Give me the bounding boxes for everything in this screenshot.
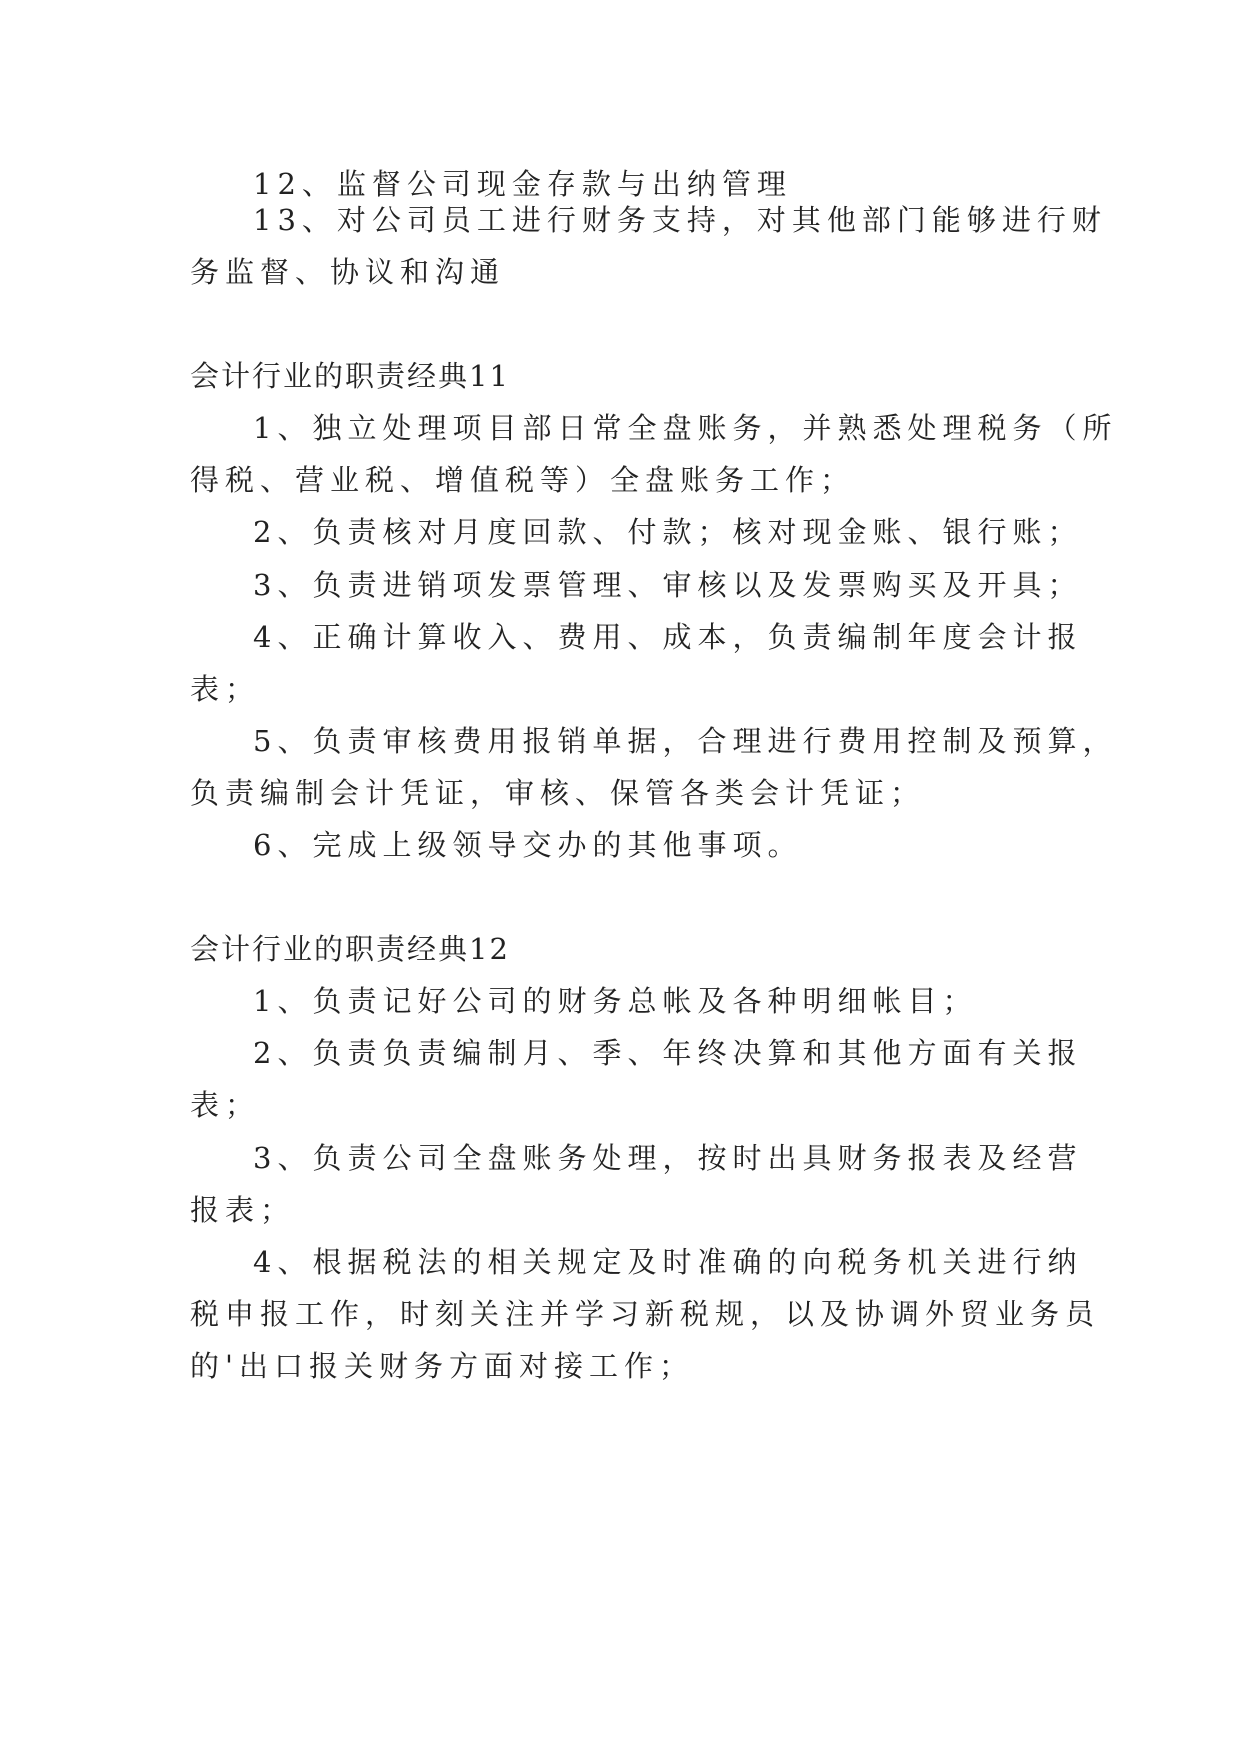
- list-item-line: 1、独立处理项目部日常全盘账务，并熟悉处理税务（所: [253, 411, 1118, 445]
- list-item-line: 的'出口报关财务方面对接工作；: [190, 1349, 694, 1383]
- list-item-line: 3、负责公司全盘账务处理，按时出具财务报表及经营: [253, 1141, 1083, 1175]
- list-item-line: 3、负责进销项发票管理、审核以及发票购买及开具；: [253, 568, 1083, 602]
- list-item-line: 12、监督公司现金存款与出纳管理: [253, 167, 792, 201]
- list-item-line: 负责编制会计凭证，审核、保管各类会计凭证；: [190, 776, 926, 810]
- list-item-line: 4、正确计算收入、费用、成本，负责编制年度会计报: [253, 620, 1083, 654]
- list-item-line: 2、负责核对月度回款、付款；核对现金账、银行账；: [253, 515, 1083, 549]
- list-item-line: 5、负责审核费用报销单据，合理进行费用控制及预算，: [253, 724, 1118, 758]
- list-item-line: 表；: [190, 1088, 261, 1122]
- list-item-line: 表；: [190, 672, 261, 706]
- list-item-line: 4、根据税法的相关规定及时准确的向税务机关进行纳: [253, 1245, 1083, 1279]
- section-heading: 会计行业的职责经典12: [190, 932, 510, 966]
- list-item-line: 13、对公司员工进行财务支持，对其他部门能够进行财: [253, 203, 1107, 237]
- list-item-line: 务监督、协议和沟通: [190, 255, 506, 289]
- list-item-line: 得税、营业税、增值税等）全盘账务工作；: [190, 463, 856, 497]
- list-item-line: 1、负责记好公司的财务总帐及各种明细帐目；: [253, 984, 978, 1018]
- list-item-line: 税申报工作，时刻关注并学习新税规，以及协调外贸业务员: [190, 1297, 1101, 1331]
- list-item-line: 报表；: [190, 1193, 296, 1227]
- list-item-line: 2、负责负责编制月、季、年终决算和其他方面有关报: [253, 1036, 1083, 1070]
- list-item-line: 6、完成上级领导交办的其他事项。: [253, 828, 803, 862]
- section-heading: 会计行业的职责经典11: [190, 359, 510, 393]
